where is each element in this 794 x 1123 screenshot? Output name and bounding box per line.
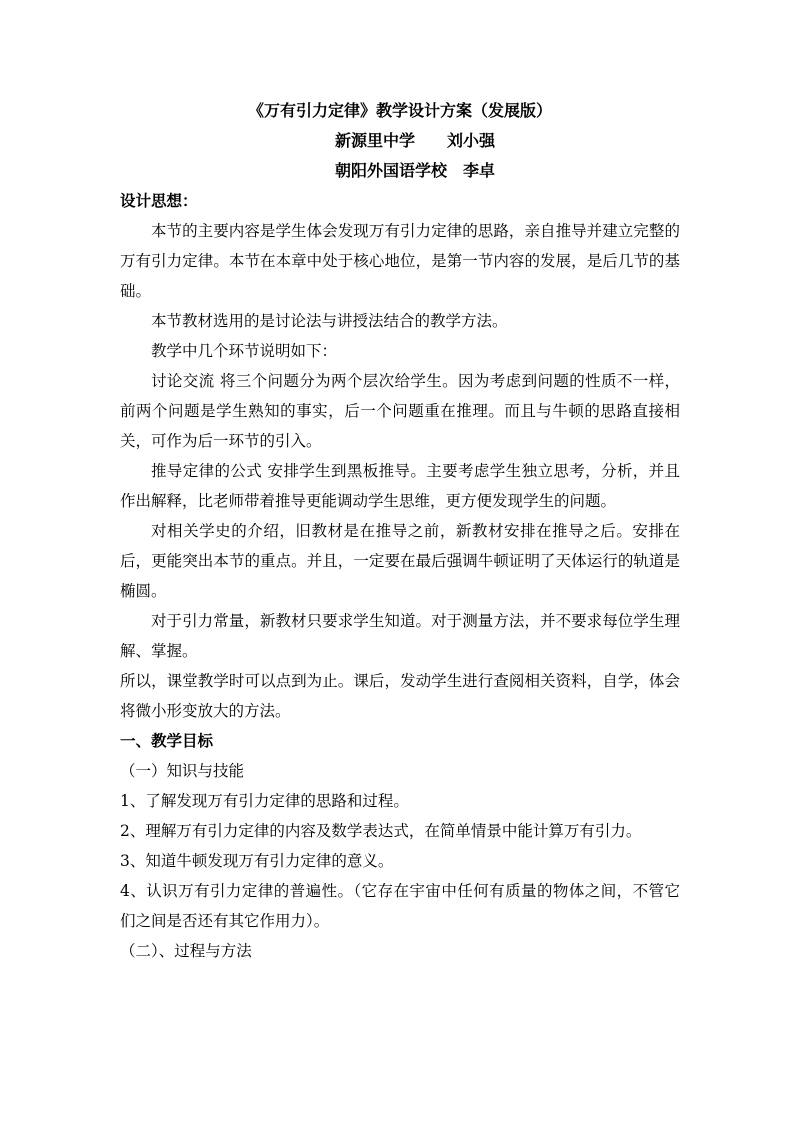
design-thinking-heading: 设计思想： — [120, 191, 198, 210]
author-line-1: 新源里中学 刘小强 — [334, 131, 495, 150]
paragraph: 本节教材选用的是讨论法与讲授法结合的教学方法。 — [151, 312, 508, 330]
list-item: 2、理解万有引力定律的内容及数学表达式，在简单情景中能计算万有引力。 — [120, 822, 642, 840]
paragraph: 推导定律的公式 安排学生到黑板推导。主要考虑学生独立思考，分析，并且作出解释，比老师带着推导更能调动学生思维，更方便发现学生的问题。 — [120, 462, 680, 510]
objectives-heading: 一、教学目标 — [120, 731, 214, 750]
paragraph: 对于引力常量，新教材只要求学生知道。对于测量方法，并不要求每位学生理解、掌握。 — [120, 612, 680, 660]
list-item: 1、了解发现万有引力定律的思路和过程。 — [120, 792, 409, 810]
list-item: 4、认识万有引力定律的普遍性。（它存在宇宙中任何有质量的物体之间，不管它们之间是否还有其它作用力）。 — [120, 882, 680, 930]
document-content — [120, 96, 680, 966]
list-item: 3、知道牛顿发现万有引力定律的意义。 — [120, 852, 394, 870]
paragraph: 教学中几个环节说明如下： — [151, 342, 338, 360]
sub-heading-process: （二）、过程与方法 — [120, 942, 252, 960]
closing-paragraph: 所以，课堂教学时可以点到为止。课后，发动学生进行查阅相关资料，自学，体会将微小形变放大的方法。 — [120, 672, 680, 720]
paragraph: 讨论交流 将三个问题分为两个层次给学生。因为考虑到问题的性质不一样，前两个问题是学生熟知的事实，后一个问题重在推理。而且与牛顿的思路直接相关，可作为后一环节的引入。 — [120, 372, 680, 450]
document-title: 《万有引力定律》教学设计方案（发展版） — [247, 101, 552, 120]
paragraph: 对相关学史的介绍，旧教材是在推导之前，新教材安排在推导之后。安排在后，更能突出本节的重点。并且，一定要在最后强调牛顿证明了天体运行的轨道是椭圆。 — [120, 522, 680, 600]
sub-heading-knowledge: （一）知识与技能 — [120, 762, 245, 780]
author-line-2: 朝阳外国语学校 李卓 — [334, 161, 495, 180]
paragraph: 本节的主要内容是学生体会发现万有引力定律的思路，亲自推导并建立完整的万有引力定律。本节在本章中处于核心地位，是第一节内容的发展，是后几节的基础。 — [120, 222, 680, 300]
